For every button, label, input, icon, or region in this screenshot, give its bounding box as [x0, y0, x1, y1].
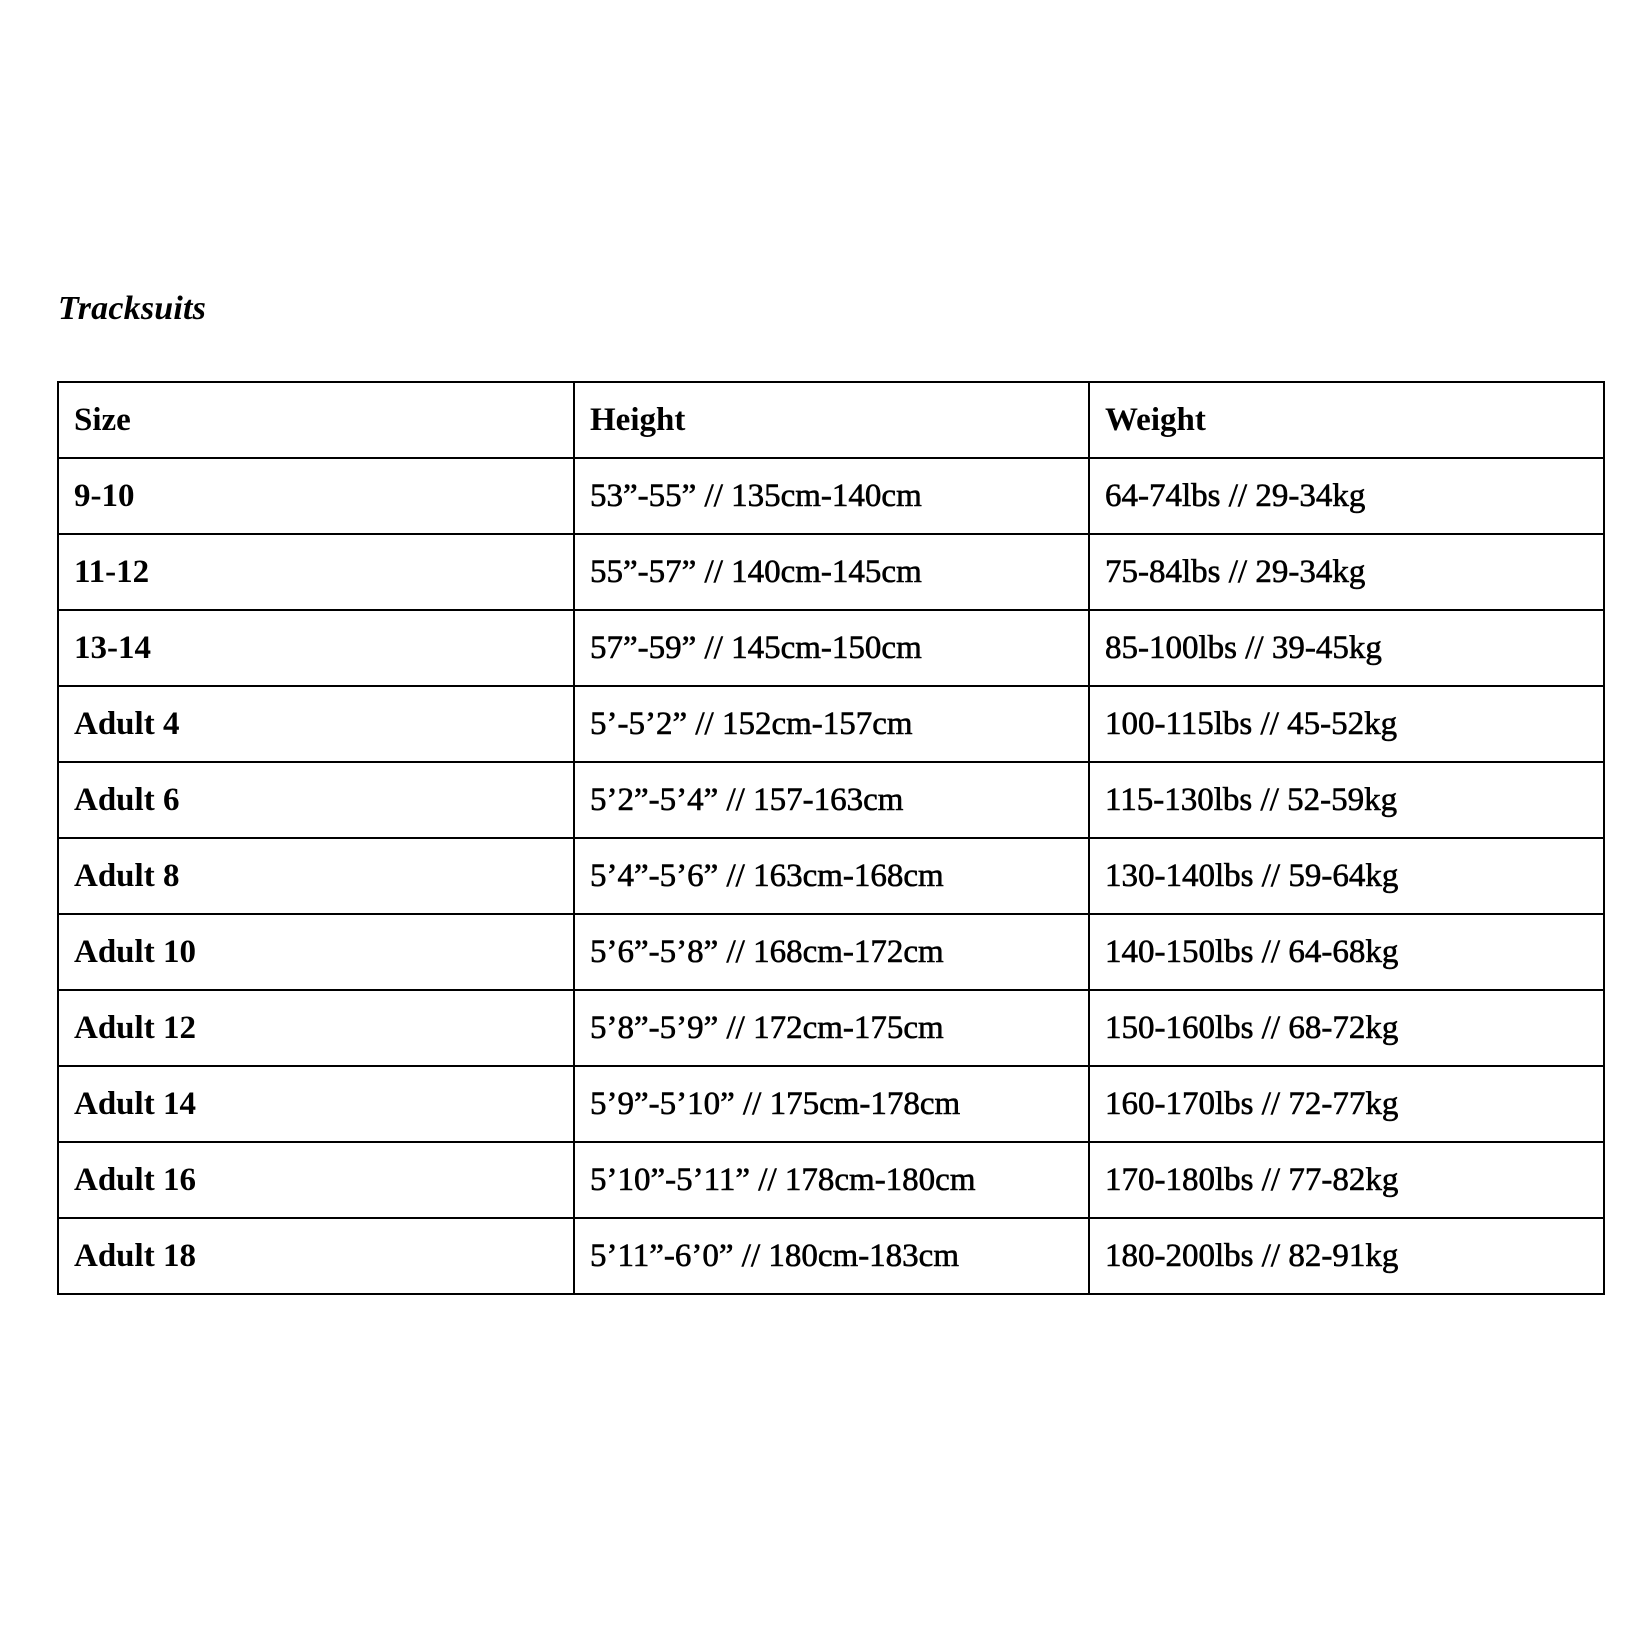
section-title: Tracksuits — [58, 290, 207, 327]
cell-size: Adult 18 — [58, 1218, 574, 1294]
cell-height: 5’6”-5’8” // 168cm-172cm — [574, 914, 1089, 990]
cell-height: 5’8”-5’9” // 172cm-175cm — [574, 990, 1089, 1066]
cell-size: Adult 8 — [58, 838, 574, 914]
table-row — [58, 838, 1604, 914]
table-row — [58, 1142, 1604, 1218]
header-size: Size — [58, 382, 574, 458]
cell-weight: 64-74lbs // 29-34kg — [1089, 458, 1604, 534]
size-chart-table — [57, 381, 1605, 1295]
cell-size: Adult 6 — [58, 762, 574, 838]
cell-size: Adult 12 — [58, 990, 574, 1066]
cell-weight: 140-150lbs // 64-68kg — [1089, 914, 1604, 990]
cell-size: 11-12 — [58, 534, 574, 610]
table-row — [58, 762, 1604, 838]
table-row — [58, 458, 1604, 534]
cell-height: 53”-55” // 135cm-140cm — [574, 458, 1089, 534]
cell-size: Adult 10 — [58, 914, 574, 990]
table-row — [58, 990, 1604, 1066]
cell-weight: 180-200lbs // 82-91kg — [1089, 1218, 1604, 1294]
table-header-row — [58, 382, 1604, 458]
cell-weight: 150-160lbs // 68-72kg — [1089, 990, 1604, 1066]
table-row — [58, 686, 1604, 762]
table-row — [58, 1066, 1604, 1142]
cell-size: Adult 14 — [58, 1066, 574, 1142]
cell-height: 57”-59” // 145cm-150cm — [574, 610, 1089, 686]
cell-size: Adult 16 — [58, 1142, 574, 1218]
table-row — [58, 914, 1604, 990]
cell-height: 5’-5’2” // 152cm-157cm — [574, 686, 1089, 762]
header-height: Height — [574, 382, 1089, 458]
cell-weight: 100-115lbs // 45-52kg — [1089, 686, 1604, 762]
cell-height: 5’9”-5’10” // 175cm-178cm — [574, 1066, 1089, 1142]
cell-weight: 115-130lbs // 52-59kg — [1089, 762, 1604, 838]
cell-weight: 85-100lbs // 39-45kg — [1089, 610, 1604, 686]
cell-height: 5’11”-6’0” // 180cm-183cm — [574, 1218, 1089, 1294]
cell-height: 5’10”-5’11” // 178cm-180cm — [574, 1142, 1089, 1218]
table-row — [58, 610, 1604, 686]
cell-weight: 170-180lbs // 77-82kg — [1089, 1142, 1604, 1218]
cell-weight: 75-84lbs // 29-34kg — [1089, 534, 1604, 610]
cell-size: 13-14 — [58, 610, 574, 686]
cell-size: Adult 4 — [58, 686, 574, 762]
table-row — [58, 534, 1604, 610]
cell-height: 5’2”-5’4” // 157-163cm — [574, 762, 1089, 838]
cell-weight: 160-170lbs // 72-77kg — [1089, 1066, 1604, 1142]
cell-height: 5’4”-5’6” // 163cm-168cm — [574, 838, 1089, 914]
cell-weight: 130-140lbs // 59-64kg — [1089, 838, 1604, 914]
table-row — [58, 1218, 1604, 1294]
cell-size: 9-10 — [58, 458, 574, 534]
header-weight: Weight — [1089, 382, 1604, 458]
cell-height: 55”-57” // 140cm-145cm — [574, 534, 1089, 610]
